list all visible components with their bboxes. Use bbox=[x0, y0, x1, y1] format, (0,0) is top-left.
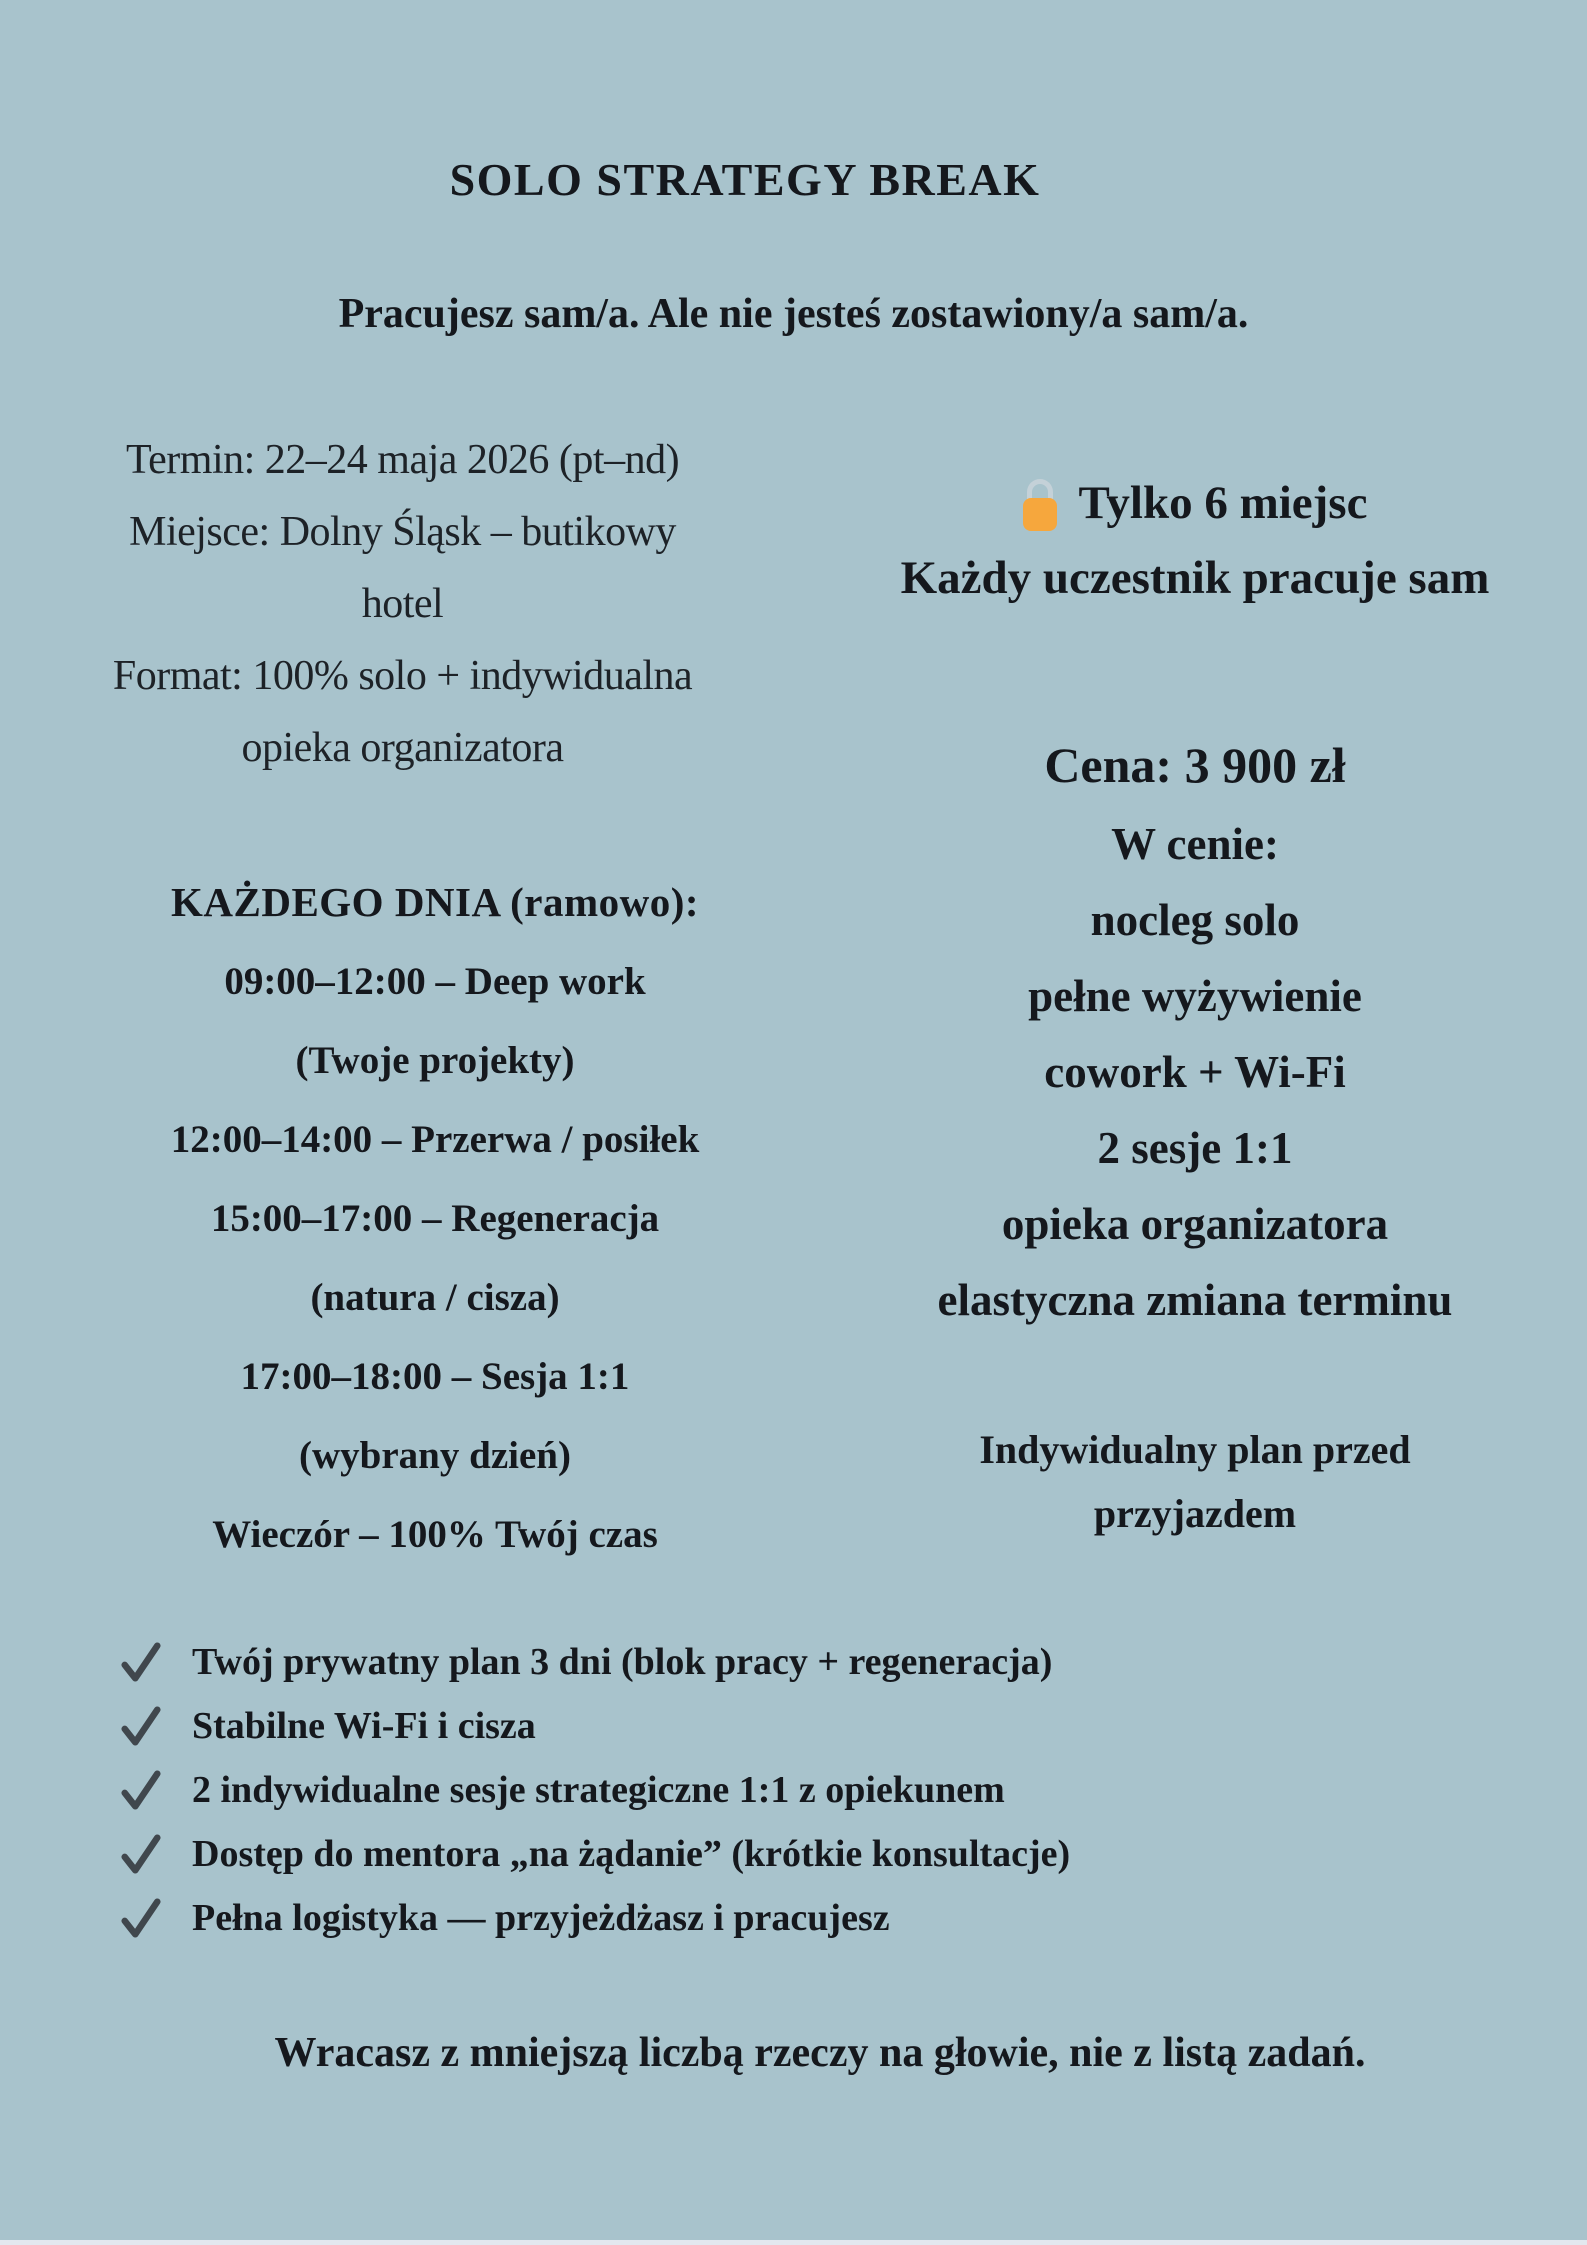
benefits-list bbox=[118, 1630, 1538, 1950]
event-details bbox=[40, 424, 765, 784]
benefit-item bbox=[118, 1630, 1538, 1694]
lock-icon bbox=[1023, 477, 1057, 531]
benefit-text: Stabilne Wi-Fi i cisza bbox=[192, 1705, 536, 1747]
pricing-block bbox=[800, 724, 1587, 1338]
plan-note-text: Indywidualny plan przed przyjazdem bbox=[979, 1427, 1411, 1536]
daily-schedule bbox=[60, 863, 810, 1574]
benefit-text: 2 indywidualne sesje strategiczne 1:1 z opiekunem bbox=[192, 1769, 1005, 1811]
schedule-line: 17:00–18:00 – Sesja 1:1 bbox=[240, 1355, 630, 1398]
benefit-item bbox=[118, 1758, 1538, 1822]
detail-line-format: Format: 100% solo + indywidualna bbox=[112, 653, 693, 699]
included-item: cowork + Wi-Fi bbox=[1044, 1047, 1346, 1097]
capacity-subtext: Każdy uczestnik pracuje sam bbox=[900, 552, 1490, 604]
detail-line-format-cont: opieka organizatora bbox=[241, 725, 564, 771]
benefit-item bbox=[118, 1886, 1538, 1950]
check-icon bbox=[118, 1639, 170, 1685]
benefit-text: Twój prywatny plan 3 dni (blok pracy + regeneracja) bbox=[192, 1641, 1053, 1683]
included-item: nocleg solo bbox=[1090, 895, 1300, 945]
detail-line-termin: Termin: 22–24 maja 2026 (pt–nd) bbox=[125, 437, 680, 483]
schedule-heading: KAŻDEGO DNIA (ramowo): bbox=[170, 879, 700, 925]
benefit-text: Pełna logistyka — przyjeżdżasz i pracujesz bbox=[192, 1897, 890, 1939]
detail-line-miejsce: Miejsce: Dolny Śląsk – butikowy bbox=[129, 509, 676, 555]
lock-body bbox=[1023, 498, 1057, 531]
closing-statement: Wracasz z mniejszą liczbą rzeczy na głowie, nie z listą zadań. bbox=[274, 2030, 1366, 2076]
capacity-block bbox=[800, 466, 1587, 616]
schedule-line: 15:00–17:00 – Regeneracja bbox=[210, 1197, 660, 1240]
schedule-line: 12:00–14:00 – Przerwa / posiłek bbox=[170, 1118, 700, 1161]
poster-subtitle: Pracujesz sam/a. Ale nie jesteś zostawiony/a sam/a. bbox=[338, 291, 1249, 337]
schedule-line: (Twoje projekty) bbox=[295, 1039, 575, 1082]
schedule-line: (wybrany dzień) bbox=[299, 1434, 571, 1477]
check-icon bbox=[118, 1895, 170, 1941]
schedule-line: (natura / cisza) bbox=[310, 1276, 560, 1319]
poster-title: SOLO STRATEGY BREAK bbox=[449, 154, 1041, 205]
included-item: pełne wyżywienie bbox=[1028, 971, 1362, 1021]
included-item: elastyczna zmiana terminu bbox=[937, 1275, 1453, 1325]
schedule-line: 09:00–12:00 – Deep work bbox=[224, 960, 646, 1003]
included-item: opieka organizatora bbox=[1001, 1199, 1389, 1249]
benefit-item bbox=[118, 1822, 1538, 1886]
benefit-item bbox=[118, 1694, 1538, 1758]
plan-note bbox=[800, 1418, 1587, 1546]
price: Cena: 3 900 zł bbox=[1044, 737, 1346, 793]
check-icon bbox=[118, 1703, 170, 1749]
schedule-line: Wieczór – 100% Twój czas bbox=[212, 1513, 658, 1556]
capacity-line bbox=[800, 466, 1587, 541]
detail-line-miejsce-cont: hotel bbox=[361, 581, 444, 627]
included-item: 2 sesje 1:1 bbox=[1097, 1123, 1293, 1173]
benefit-text: Dostęp do mentora „na żądanie” (krótkie konsultacje) bbox=[192, 1833, 1071, 1875]
check-icon bbox=[118, 1767, 170, 1813]
check-icon bbox=[118, 1831, 170, 1877]
capacity-text: Tylko 6 miejsc bbox=[1078, 477, 1368, 529]
included-heading: W cenie: bbox=[1111, 819, 1279, 869]
bottom-edge-strip bbox=[0, 2240, 1587, 2245]
